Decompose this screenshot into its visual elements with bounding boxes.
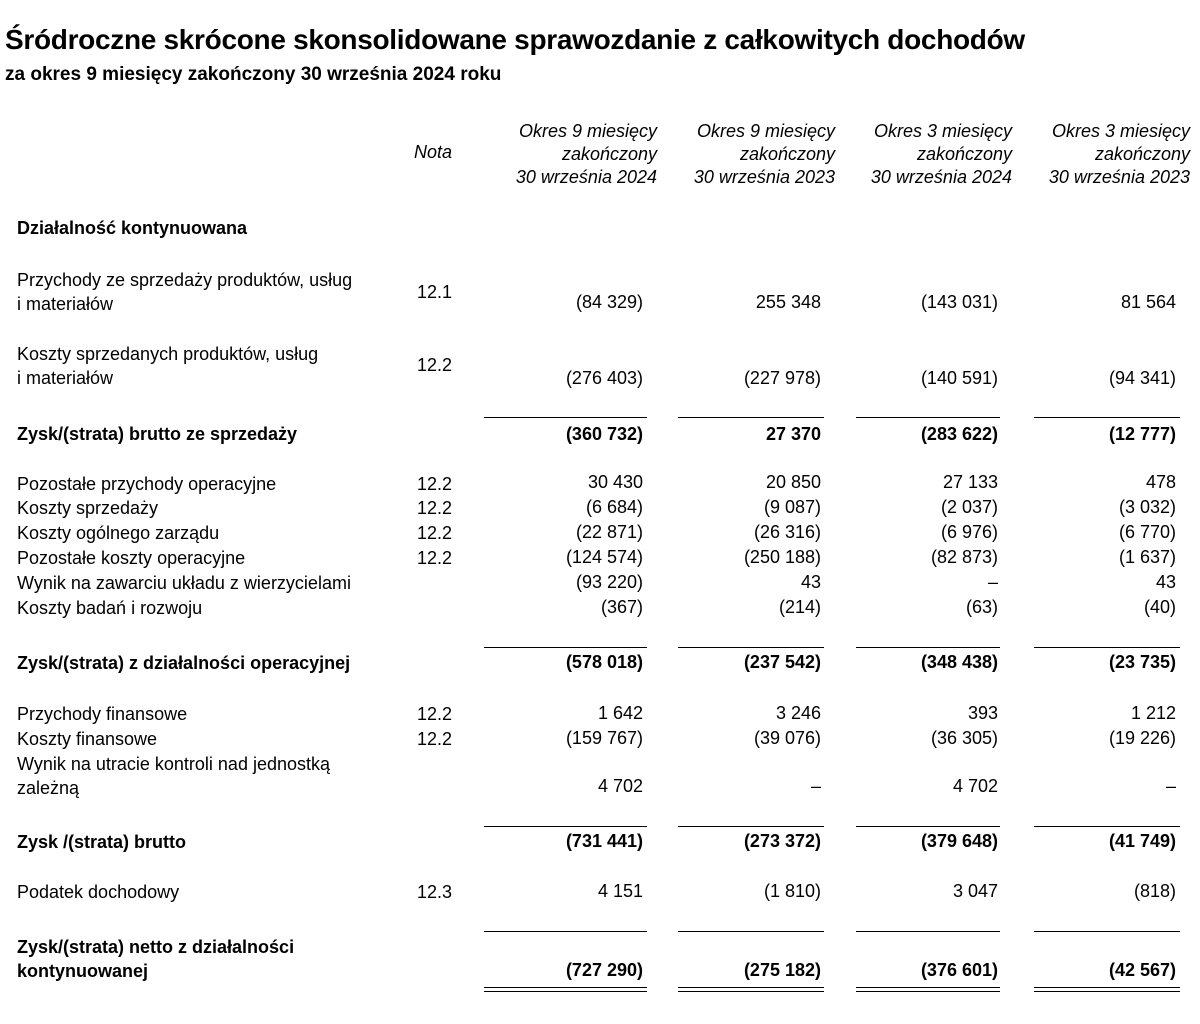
column-header-line: Okres 3 miesięcy <box>873 121 1012 141</box>
row-label-line: zależną <box>17 778 80 798</box>
row-value-col-1: 4 702 <box>597 776 643 796</box>
subtotal-rule <box>1034 417 1180 418</box>
row-value-col-2: (227 978) <box>743 368 821 388</box>
column-header-line: 30 września 2024 <box>870 167 1012 187</box>
row-value-col-1: 1 642 <box>597 703 643 723</box>
row-label-line: Działalność kontynuowana <box>17 218 248 238</box>
row-value-col-1: (124 574) <box>565 547 643 567</box>
subtotal-rule <box>856 826 1000 827</box>
row-value-col-3: (2 037) <box>940 497 998 517</box>
row-value-col-1: (367) <box>600 597 643 617</box>
row-label-line: kontynuowanej <box>17 961 149 981</box>
row-label <box>17 546 387 570</box>
row-value-col-4: (6 770) <box>1118 522 1176 542</box>
subtotal-rule <box>484 417 647 418</box>
subtotal-rule <box>856 417 1000 418</box>
column-header-line: 30 września 2024 <box>515 167 657 187</box>
subtotal-rule <box>678 417 824 418</box>
subtotal-rule <box>678 931 824 932</box>
row-value-col-3: (140 591) <box>920 368 998 388</box>
row-note: 12.2 <box>416 474 452 494</box>
row-label <box>17 651 387 675</box>
row-label-line: Zysk/(strata) z działalności operacyjnej <box>17 653 351 673</box>
row-label-line: i materiałów <box>17 368 114 388</box>
total-double-rule <box>856 987 1000 992</box>
row-value-col-1: (159 767) <box>565 728 643 748</box>
row-label <box>17 216 387 240</box>
row-note: 12.2 <box>416 355 452 375</box>
row-label <box>17 571 387 595</box>
column-header-3 <box>871 120 1012 189</box>
row-value-col-4: (23 735) <box>1108 652 1176 672</box>
row-value-col-2: 27 370 <box>765 424 821 444</box>
row-label <box>17 935 387 983</box>
row-value-col-2: 255 348 <box>755 292 821 312</box>
row-value-col-1: 30 430 <box>587 472 643 492</box>
column-header-line: zakończony <box>1094 144 1190 164</box>
row-value-col-4: 81 564 <box>1120 292 1176 312</box>
subtotal-rule <box>484 826 647 827</box>
row-value-col-4: (42 567) <box>1108 960 1176 980</box>
row-label <box>17 880 387 904</box>
row-label <box>17 727 387 751</box>
row-value-col-3: (6 976) <box>940 522 998 542</box>
row-value-col-2: (250 188) <box>743 547 821 567</box>
row-value-col-2: (273 372) <box>743 831 821 851</box>
subtotal-rule <box>1034 931 1180 932</box>
row-label <box>17 521 387 545</box>
row-value-col-4: 43 <box>1155 572 1176 592</box>
row-note: 12.2 <box>416 548 452 568</box>
row-note: 12.1 <box>416 282 452 302</box>
total-double-rule <box>678 987 824 992</box>
row-value-col-1: 4 151 <box>597 881 643 901</box>
row-value-col-4: (3 032) <box>1118 497 1176 517</box>
row-value-col-1: (84 329) <box>575 292 643 312</box>
row-value-col-3: (348 438) <box>920 652 998 672</box>
row-value-col-3: (36 305) <box>930 728 998 748</box>
row-value-col-3: 393 <box>967 703 998 723</box>
row-value-col-2: (39 076) <box>753 728 821 748</box>
row-note: 12.2 <box>416 523 452 543</box>
row-label <box>17 830 387 854</box>
row-label-line: Przychody ze sprzedaży produktów, usług <box>17 270 353 290</box>
row-note: 12.2 <box>416 729 452 749</box>
row-value-col-1: (6 684) <box>585 497 643 517</box>
row-value-col-1: (731 441) <box>565 831 643 851</box>
row-value-col-2: 43 <box>800 572 821 592</box>
subtotal-rule <box>856 647 1000 648</box>
row-label-line: Podatek dochodowy <box>17 882 180 902</box>
row-value-col-1: (276 403) <box>565 368 643 388</box>
column-header-line: zakończony <box>561 144 657 164</box>
row-value-col-4: (94 341) <box>1108 368 1176 388</box>
row-note: 12.2 <box>416 704 452 724</box>
row-value-col-2: – <box>810 776 821 796</box>
row-label-line: Koszty finansowe <box>17 729 158 749</box>
row-label-line: Pozostałe przychody operacyjne <box>17 474 277 494</box>
subtotal-rule <box>856 931 1000 932</box>
row-value-col-3: 4 702 <box>952 776 998 796</box>
row-label <box>17 496 387 520</box>
row-label-line: Przychody finansowe <box>17 704 188 724</box>
row-note: 12.3 <box>416 882 452 902</box>
subtotal-rule <box>678 826 824 827</box>
row-value-col-4: 1 212 <box>1130 703 1176 723</box>
subtotal-rule <box>484 647 647 648</box>
row-value-col-3: 3 047 <box>952 881 998 901</box>
row-value-col-2: (9 087) <box>763 497 821 517</box>
row-label <box>17 702 387 726</box>
row-label <box>17 752 387 800</box>
row-label <box>17 268 387 316</box>
row-value-col-3: (63) <box>965 597 998 617</box>
subtotal-rule <box>1034 647 1180 648</box>
row-label-line: Koszty ogólnego zarządu <box>17 523 220 543</box>
row-label-line: Pozostałe koszty operacyjne <box>17 548 246 568</box>
row-value-col-2: (1 810) <box>763 881 821 901</box>
row-label <box>17 422 387 446</box>
statement-title: Śródroczne skrócone skonsolidowane sprawozdanie z całkowitych dochodów <box>5 24 1025 55</box>
row-value-col-3: – <box>987 572 998 592</box>
row-value-col-3: (379 648) <box>920 831 998 851</box>
row-label-line: Koszty sprzedaży <box>17 498 159 518</box>
row-value-col-2: 3 246 <box>775 703 821 723</box>
row-label-line: Zysk/(strata) brutto ze sprzedaży <box>17 424 298 444</box>
row-value-col-4: – <box>1165 776 1176 796</box>
subtotal-rule <box>484 931 647 932</box>
column-header-line: Okres 9 miesięcy <box>518 121 657 141</box>
column-header-4 <box>1049 120 1190 189</box>
total-double-rule <box>1034 987 1180 992</box>
row-value-col-4: (19 226) <box>1108 728 1176 748</box>
statement-subtitle: za okres 9 miesięcy zakończony 30 września 2024 roku <box>5 64 502 85</box>
row-value-col-4: (40) <box>1143 597 1176 617</box>
row-label <box>17 596 387 620</box>
row-label-line: Koszty badań i rozwoju <box>17 598 203 618</box>
row-value-col-1: (360 732) <box>565 424 643 444</box>
row-value-col-3: 27 133 <box>942 472 998 492</box>
row-value-col-4: (12 777) <box>1108 424 1176 444</box>
column-header-nota: Nota <box>413 142 452 162</box>
row-value-col-2: (26 316) <box>753 522 821 542</box>
row-value-col-3: (283 622) <box>920 424 998 444</box>
row-label-line: Wynik na zawarciu układu z wierzycielami <box>17 573 351 593</box>
row-value-col-4: (818) <box>1133 881 1176 901</box>
row-value-col-2: (214) <box>778 597 821 617</box>
column-header-2 <box>694 120 835 189</box>
row-label-line: Zysk /(strata) brutto <box>17 832 187 852</box>
row-value-col-1: (727 290) <box>565 960 643 980</box>
row-value-col-3: (376 601) <box>920 960 998 980</box>
row-value-col-3: (143 031) <box>920 292 998 312</box>
column-header-line: Okres 9 miesięcy <box>696 121 835 141</box>
row-value-col-2: (237 542) <box>743 652 821 672</box>
row-note: 12.2 <box>416 498 452 518</box>
row-value-col-4: (41 749) <box>1108 831 1176 851</box>
row-value-col-1: (93 220) <box>575 572 643 592</box>
row-value-col-3: (82 873) <box>930 547 998 567</box>
column-header-line: Okres 3 miesięcy <box>1051 121 1190 141</box>
subtotal-rule <box>678 647 824 648</box>
column-header-line: zakończony <box>916 144 1012 164</box>
column-header-line: 30 września 2023 <box>693 167 835 187</box>
row-label-line: Wynik na utracie kontroli nad jednostką <box>17 754 331 774</box>
row-value-col-2: (275 182) <box>743 960 821 980</box>
row-label-line: Koszty sprzedanych produktów, usług <box>17 344 319 364</box>
row-value-col-4: 478 <box>1145 472 1176 492</box>
row-label <box>17 472 387 496</box>
row-label <box>17 342 387 390</box>
row-label-line: Zysk/(strata) netto z działalności <box>17 937 295 957</box>
total-double-rule <box>484 987 647 992</box>
column-header-line: zakończony <box>739 144 835 164</box>
row-label-line: i materiałów <box>17 294 114 314</box>
subtotal-rule <box>1034 826 1180 827</box>
column-header-line: 30 września 2023 <box>1048 167 1190 187</box>
row-value-col-4: (1 637) <box>1118 547 1176 567</box>
row-value-col-1: (578 018) <box>565 652 643 672</box>
row-value-col-2: 20 850 <box>765 472 821 492</box>
row-value-col-1: (22 871) <box>575 522 643 542</box>
column-header-1 <box>516 120 657 189</box>
